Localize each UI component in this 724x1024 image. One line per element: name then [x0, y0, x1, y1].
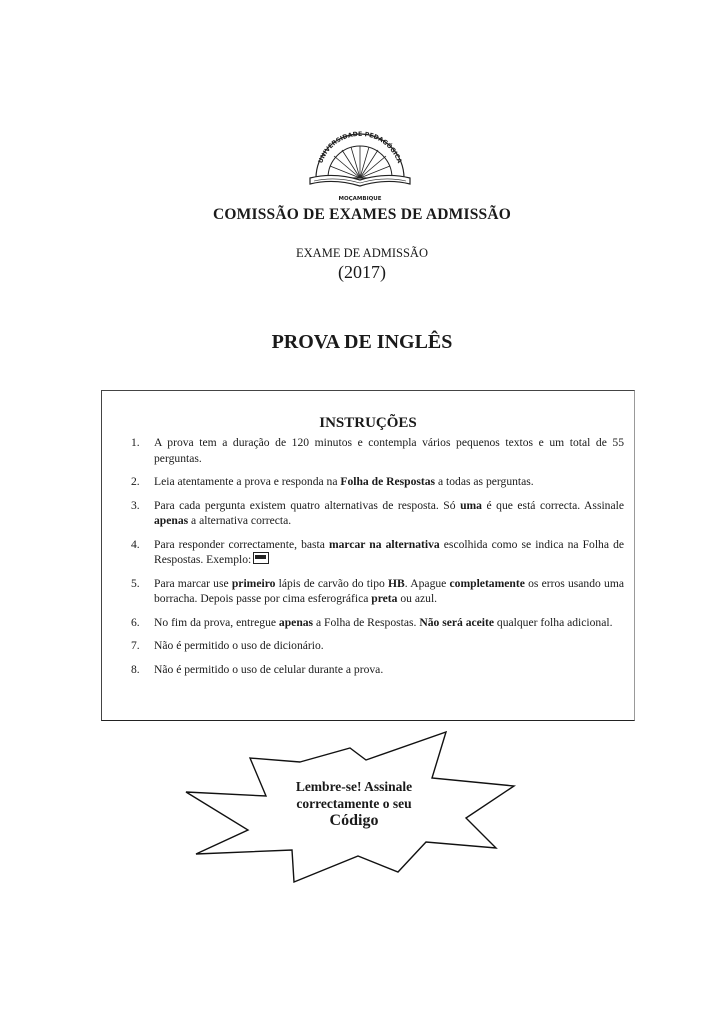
instruction-text: Leia atentamente a prova e responda na	[154, 475, 341, 488]
reminder-text	[270, 778, 438, 829]
instruction-text: Para cada pergunta existem quatro alternativas de resposta. Só	[154, 498, 461, 512]
subject-title: PROVA DE INGLÊS	[271, 331, 453, 353]
university-seal-icon	[304, 126, 416, 206]
instruction-number: 7.	[131, 639, 140, 652]
instruction-emphasis: preta	[371, 592, 398, 605]
instruction-text: . Apague	[404, 576, 450, 590]
instructions-box	[101, 390, 635, 721]
instruction-text: qualquer folha adicional.	[494, 615, 613, 629]
instruction-item	[114, 615, 624, 631]
instruction-text: A prova tem a duração de 120 minutos e contempla vários pequenos textos e um total de 55 perguntas.	[154, 436, 624, 465]
instruction-emphasis: uma	[460, 498, 482, 512]
instruction-text: é que está correcta. Assinale	[481, 498, 624, 512]
instruction-item	[114, 537, 624, 568]
instruction-emphasis: Não será aceite	[419, 615, 495, 629]
exam-year: (2017)	[338, 262, 386, 282]
instruction-text: os erros usando uma borracha. Depois passe por cima esferográfica	[154, 576, 624, 605]
exam-title: EXAME DE ADMISSÃO	[296, 246, 428, 260]
instruction-emphasis: apenas	[278, 615, 314, 629]
instruction-emphasis: Folha de Respostas	[340, 475, 436, 488]
instruction-number: 6.	[131, 615, 140, 629]
instruction-number: 5.	[131, 576, 140, 590]
instruction-text: a Folha de Respostas.	[313, 615, 420, 629]
instruction-number: 8.	[131, 662, 140, 676]
instruction-text: a todas as perguntas.	[435, 475, 534, 488]
instruction-item	[114, 498, 624, 529]
seal-bottom-text: MOÇAMBIQUE	[338, 196, 382, 202]
instruction-item	[114, 576, 624, 607]
instruction-item	[114, 474, 624, 490]
instruction-emphasis: HB	[388, 576, 405, 590]
instruction-emphasis: apenas	[154, 514, 189, 527]
instruction-text: Para responder correctamente, basta	[154, 537, 329, 551]
instruction-text: Não é permitido o uso de celular durante a prova.	[154, 662, 384, 676]
reminder-line-2: correctamente o seu	[296, 796, 412, 811]
instruction-text: escolhida como se indica na Folha de Respostas. Exemplo:	[154, 537, 625, 566]
instruction-emphasis: completamente	[449, 576, 525, 590]
instruction-text: ou azul.	[397, 592, 438, 605]
instruction-number: 4.	[131, 537, 140, 551]
instruction-text: Para marcar use	[154, 576, 232, 590]
reminder-line-1: Lembre-se! Assinale	[295, 779, 413, 794]
instructions-list	[114, 435, 624, 685]
instruction-item	[114, 435, 624, 466]
instructions-title: INSTRUÇÕES	[319, 415, 417, 431]
instruction-emphasis: primeiro	[231, 576, 276, 590]
instruction-emphasis: marcar na alternativa	[328, 537, 440, 551]
instruction-number: 1.	[131, 436, 140, 449]
instruction-number: 2.	[131, 475, 140, 488]
seal-arc-text: UNIVERSIDADE PEDAGÓGICA	[317, 130, 403, 165]
instruction-number: 3.	[131, 498, 140, 512]
instruction-item	[114, 662, 624, 678]
reminder-line-3: Código	[329, 812, 379, 829]
instruction-text: No fim da prova, entregue	[154, 615, 279, 629]
instruction-text: Não é permitido o uso de dicionário.	[154, 639, 324, 652]
commission-title: COMISSÃO DE EXAMES DE ADMISSÃO	[213, 206, 511, 223]
instruction-text: a alternativa correcta.	[188, 514, 292, 527]
marked-bubble-example-icon	[253, 552, 269, 564]
instruction-text: lápis de carvão do tipo	[275, 576, 389, 590]
instruction-item	[114, 638, 624, 654]
